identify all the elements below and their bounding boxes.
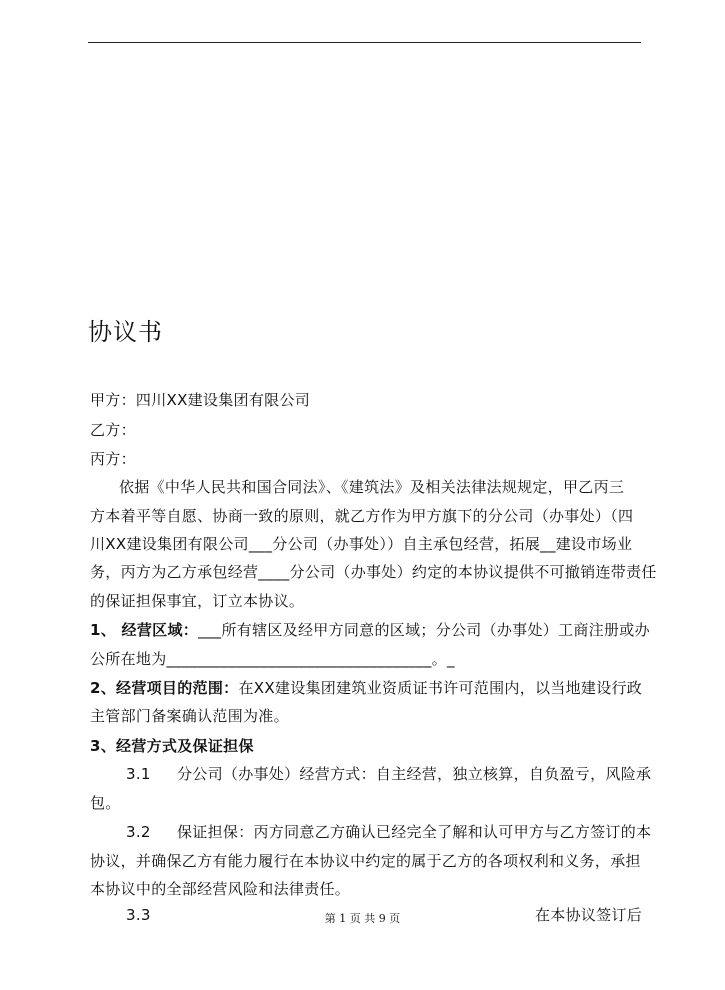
section-2-text: 在XX建设集团建筑业资质证书许可范围内，以当地建设行政: [238, 679, 643, 697]
clause-3-1-line-2: 包。: [90, 794, 121, 812]
clause-3-3-number: 3.3: [126, 906, 151, 924]
intro-line-2: 方本着平等自愿、协商一致的原则，就乙方作为甲方旗下的分公司（办事处）（四: [90, 507, 634, 525]
section-1-text: ___所有辖区及经甲方同意的区域；分公司（办事处）工商注册或办: [198, 621, 650, 639]
clause-3-2-line-2: 协议，并确保乙方有能力履行在本协议中约定的属于乙方的各项权利和义务，承担: [90, 852, 641, 870]
header-rule: [88, 42, 641, 43]
clause-3-3-text: 在本协议签订后: [535, 906, 643, 924]
clause-3-1-number: 3.1: [126, 765, 151, 783]
section-3-heading: 3、经营方式及保证担保: [90, 737, 254, 755]
page-number-footer: 第 1 页 共 9 页: [324, 912, 401, 925]
clause-3-2-number: 3.2: [126, 823, 151, 841]
clause-3-2-line-3: 本协议中的全部经营风险和法律责任。: [90, 880, 351, 898]
clause-3-2-line-1: 保证担保：丙方同意乙方确认已经完全了解和认可甲方与乙方签订的本: [177, 823, 652, 841]
section-1-line-2: 公所在地为__________________________________。_: [90, 650, 455, 668]
party-c-line: 丙方：: [90, 450, 136, 468]
party-b-line: 乙方：: [90, 421, 136, 439]
party-a-line: 甲方：四川XX建设集团有限公司: [90, 391, 311, 409]
section-2-heading: 2、经营项目的范围：: [90, 679, 239, 697]
document-title: 协议书: [88, 318, 163, 346]
section-1-heading: 1、 经营区域：: [90, 621, 199, 639]
intro-line-1: 依据《中华人民共和国合同法》、《建筑法》及相关法律法规规定，甲乙丙三: [119, 478, 625, 496]
section-1-line-1: [90, 621, 650, 639]
clause-3-1-line-1: 分公司（办事处）经营方式：自主经营，独立核算，自负盈亏，风险承: [177, 765, 652, 783]
intro-line-3: 川XX建设集团有限公司___分公司（办事处））自主承包经营，拓展__建设市场业: [90, 535, 633, 553]
intro-line-5: 的保证担保事宜，订立本协议。: [90, 592, 305, 610]
section-2-line-2: 主管部门备案确认范围为准。: [90, 707, 289, 725]
intro-line-4: 务，丙方为乙方承包经营____分公司（办事处）约定的本协议提供不可撤销连带责任: [90, 563, 657, 581]
section-2-line-1: [90, 679, 642, 697]
